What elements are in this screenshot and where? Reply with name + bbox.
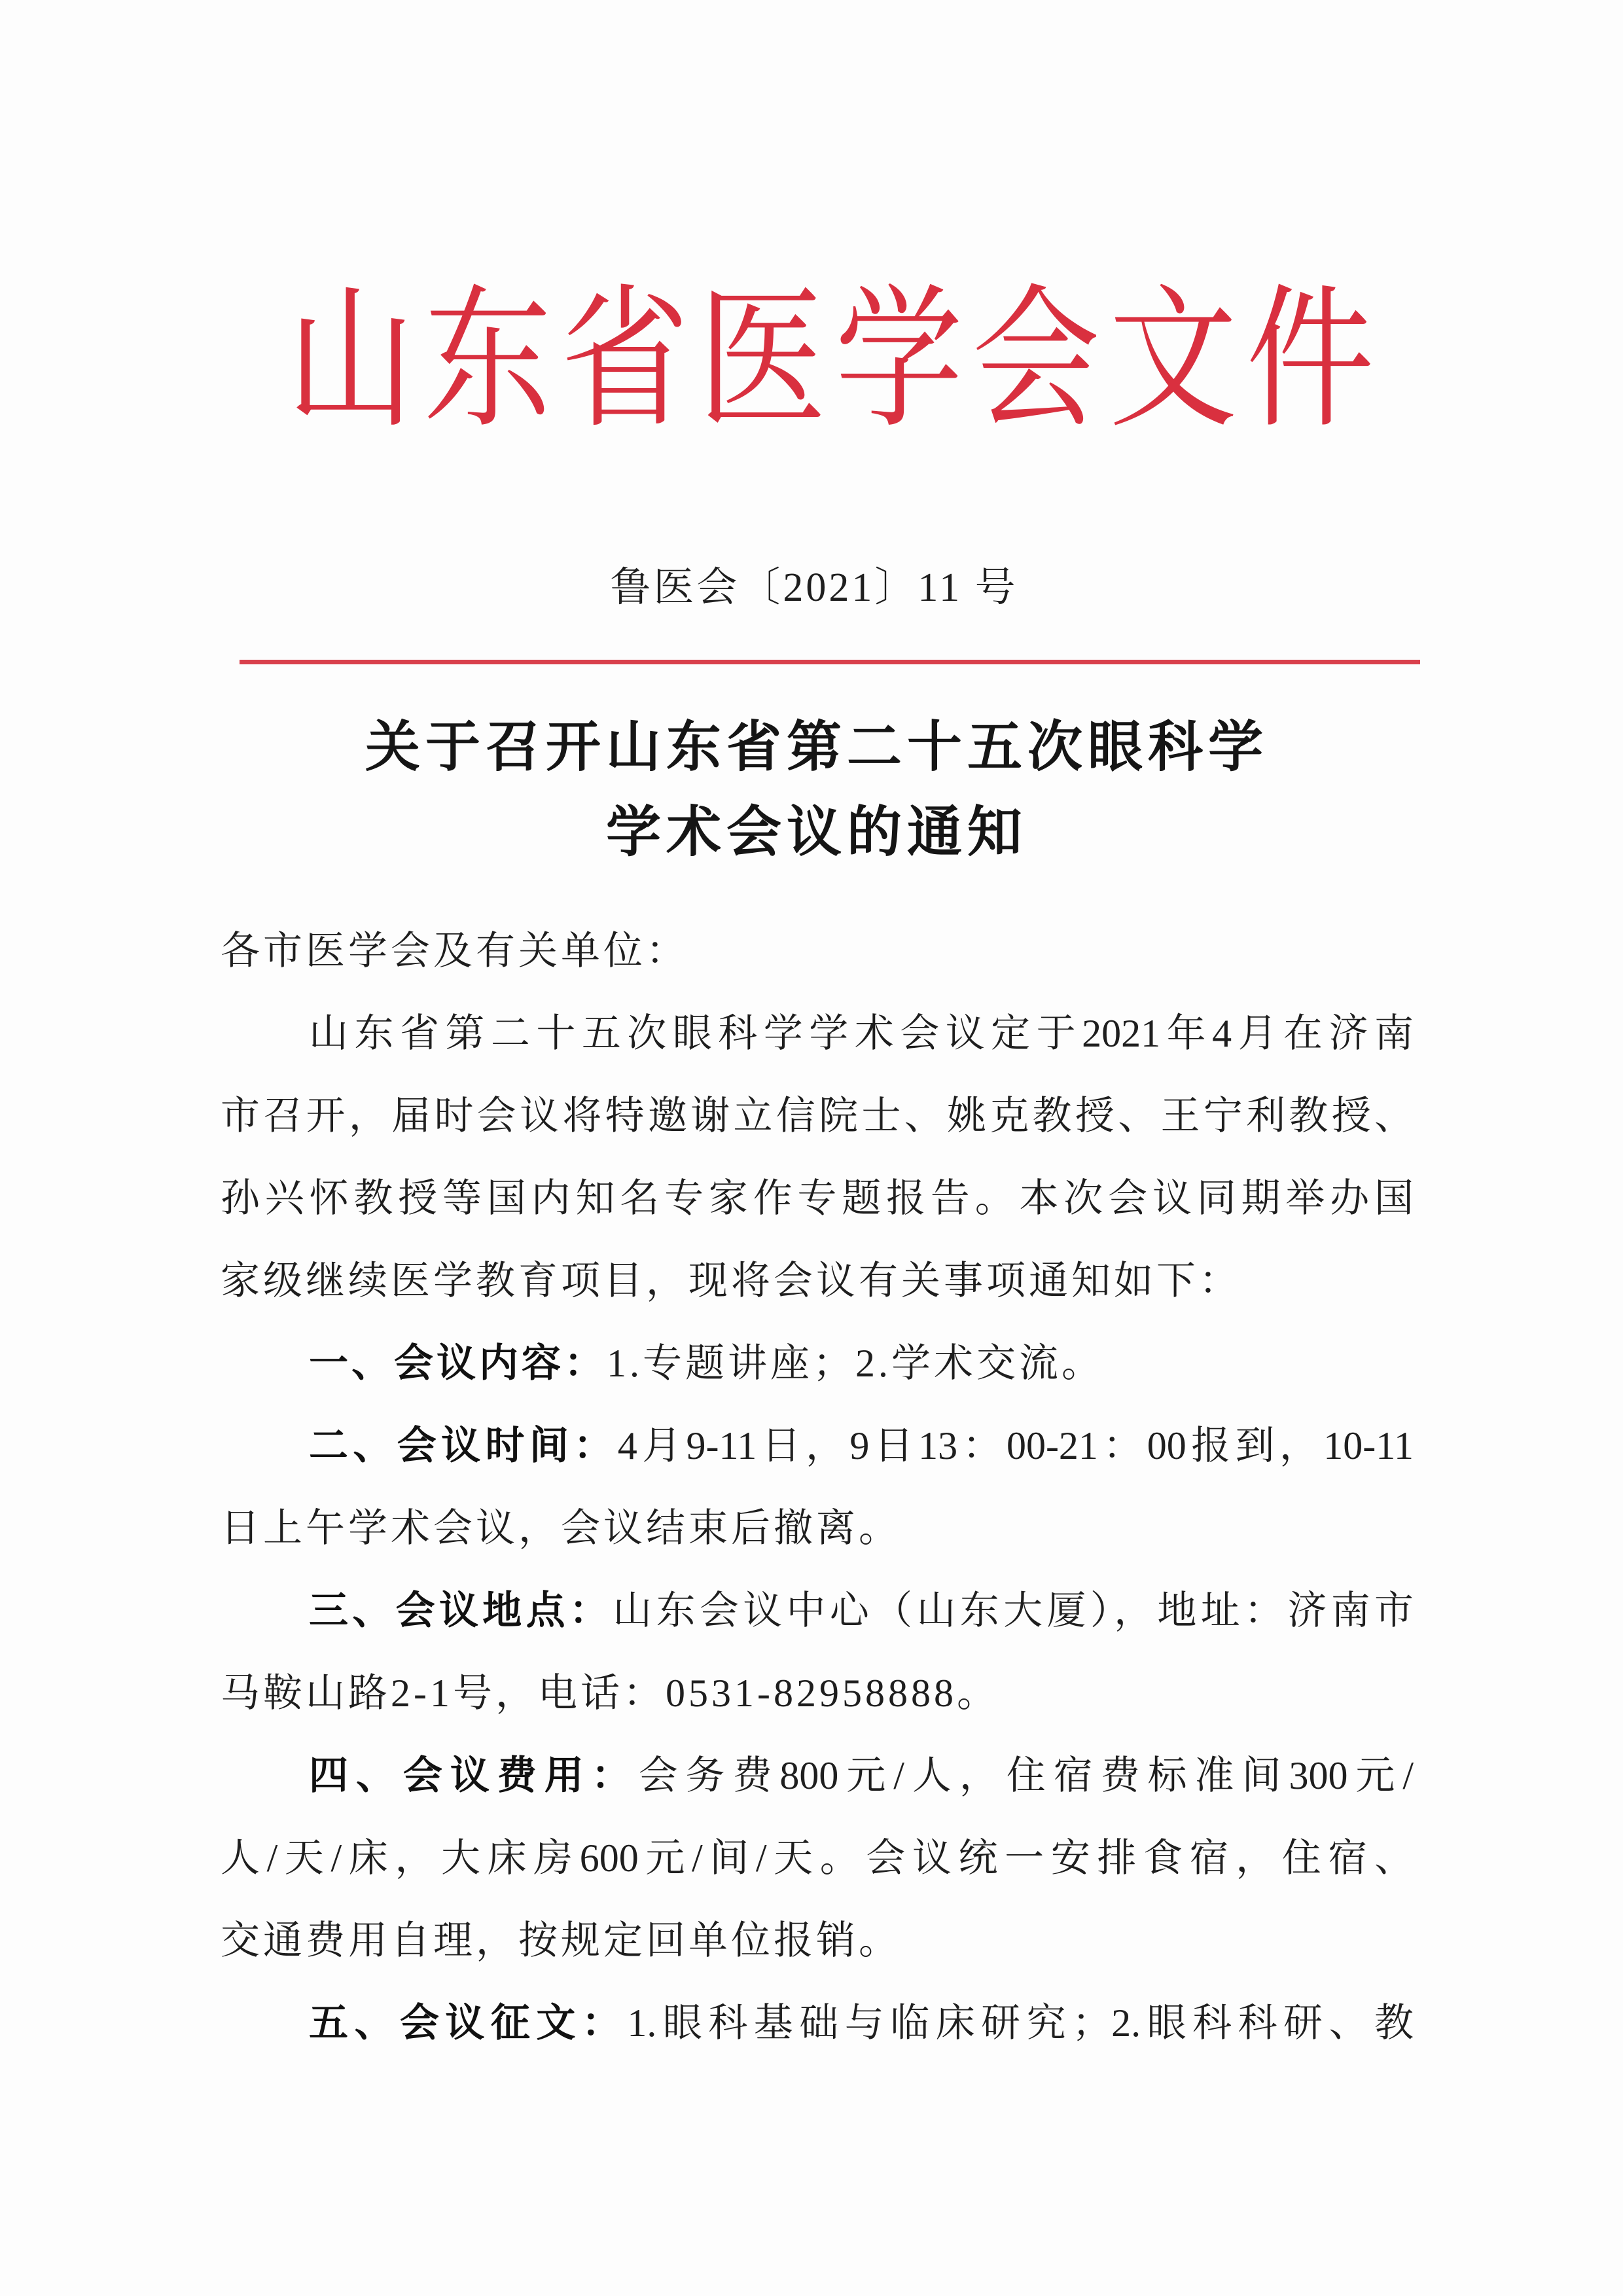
intro-line: 市召开，届时会议将特邀谢立信院士、姚克教授、王宁利教授、: [221, 1094, 1414, 1138]
notice-title-line-1: 关于召开山东省第二十五次眼科学: [365, 714, 1268, 779]
section-time-line: 日上午学术会议，会议结束后撤离。: [221, 1507, 901, 1550]
section-fee-line: 交通费用自理，按规定回单位报销。: [221, 1919, 901, 1962]
section-text: 山东会议中心（山东大厦），地址：济南市: [613, 1589, 1414, 1632]
document-number: 鲁医会〔2021〕11 号: [610, 565, 1018, 610]
issuer-header-title: 山东省医学会文件: [287, 270, 1374, 450]
section-content-line: [221, 1322, 1414, 1405]
section-venue-line: 马鞍山路2-1号，电话：0531-82958888。: [221, 1672, 999, 1715]
section-text: 1.专题讲座；2.学术交流。: [607, 1342, 1104, 1385]
intro-line: 家级继续医学教育项目，现将会议有关事项通知如下：: [221, 1259, 1241, 1302]
section-text: 1.眼科基础与临床研究；2.眼科科研、教: [627, 2001, 1414, 2045]
salutation: 各市医学会及有关单位：: [221, 929, 688, 973]
section-heading-content: 一、会议内容：: [309, 1341, 607, 1385]
notice-body: [221, 910, 1414, 2064]
section-heading-venue: 三、会议地点：: [309, 1588, 613, 1632]
intro-line: 山东省第二十五次眼科学学术会议定于2021年4月在济南: [309, 1012, 1414, 1055]
section-fee-line: 人/天/床，大床房600元/间/天。会议统一安排食宿，住宿、: [221, 1837, 1414, 1880]
intro-line: 孙兴怀教授等国内知名专家作专题报告。本次会议同期举办国: [221, 1177, 1414, 1220]
section-text: 4月9-11日，9日13：00-21：00报到，10-11: [617, 1424, 1414, 1467]
section-fee-line: [221, 1734, 1414, 1817]
section-papers-line: [221, 1982, 1414, 2064]
section-venue-line: [221, 1570, 1414, 1652]
red-divider-line: [240, 660, 1420, 664]
section-heading-papers: 五、会议征文：: [309, 2001, 628, 2045]
notice-title-line-2: 学术会议的通知: [605, 799, 1027, 864]
section-heading-time: 二、会议时间：: [309, 1424, 618, 1467]
section-time-line: [221, 1405, 1414, 1487]
section-text: 会务费800元/人，住宿费标准间300元/: [638, 1754, 1414, 1797]
section-heading-fee: 四、会议费用：: [309, 1753, 639, 1797]
